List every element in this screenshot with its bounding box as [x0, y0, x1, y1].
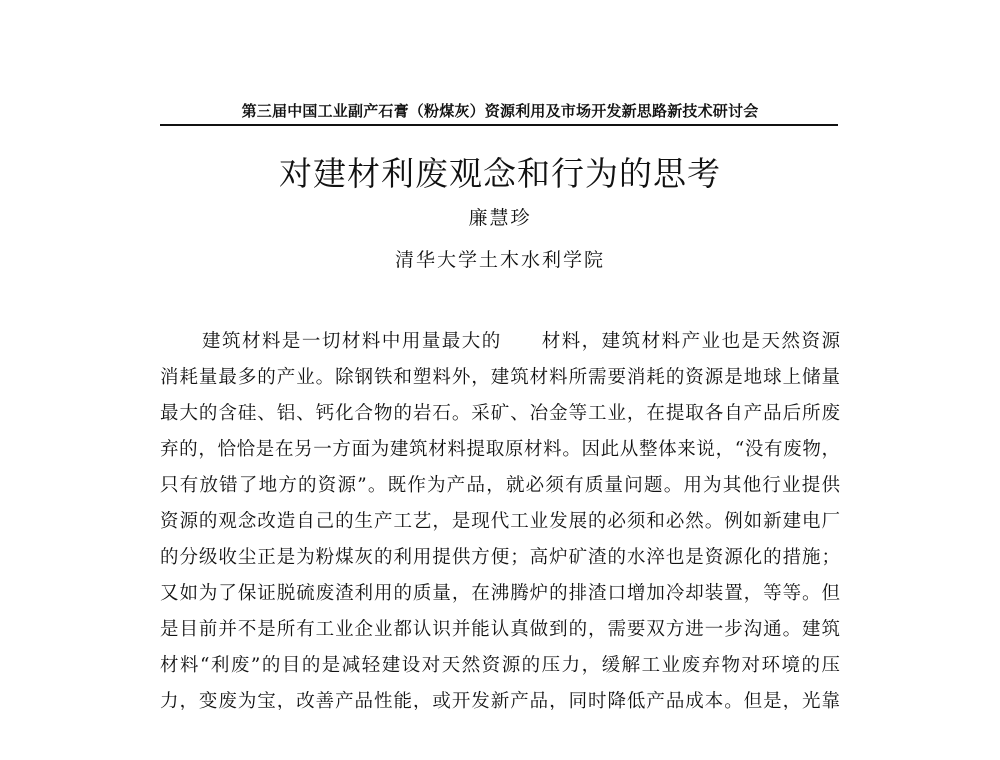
body-line: 是目前并不是所有工业企业都认识并能认真做到的，需要双方进一步沟通。建筑 [160, 619, 840, 640]
header-rule [160, 124, 838, 126]
running-header: 第三届中国工业副产石膏（粉煤灰）资源利用及市场开发新思路新技术研讨会 [241, 102, 759, 120]
body-line: 又如为了保证脱硫废渣利用的质量，在沸腾炉的排渣口增加冷却装置，等等。但 [160, 583, 840, 604]
body-line: 只有放错了地方的资源”。既作为产品，就必须有质量问题。用为其他行业提供 [160, 475, 840, 496]
body-line-partial: 力，变废为宝，改善产品性能，或开发新产品，同时降低产品成本。但是，光靠 [160, 691, 840, 710]
body-line: 资源的观念改造自己的生产工艺，是现代工业发展的必须和必然。例如新建电厂 [160, 511, 840, 532]
article-title: 对建材利废观念和行为的思考 [279, 154, 721, 193]
body-line: 弃的，恰恰是在另一方面为建筑材料提取原材料。因此从整体来说，“没有废物， [160, 439, 840, 460]
body-line: 材料“利废”的目的是减轻建设对天然资源的压力，缓解工业废弃物对环境的压 [160, 655, 840, 676]
author-affiliation: 清华大学土木水利学院 [394, 249, 605, 271]
body-line: 建筑材料是一切材料中用量最大的 材料，建筑材料产业也是天然资源 [202, 331, 840, 352]
author-name: 廉慧珍 [468, 207, 532, 229]
body-line: 最大的含硅、铝、钙化合物的岩石。采矿、冶金等工业，在提取各自产品后所废 [160, 403, 840, 424]
body-line: 的分级收尘正是为粉煤灰的利用提供方便；高炉矿渣的水淬也是资源化的措施； [160, 547, 840, 568]
body-paragraph [160, 328, 840, 710]
body-line: 消耗量最多的产业。除钢铁和塑料外，建筑材料所需要消耗的资源是地球上储量 [160, 367, 840, 388]
